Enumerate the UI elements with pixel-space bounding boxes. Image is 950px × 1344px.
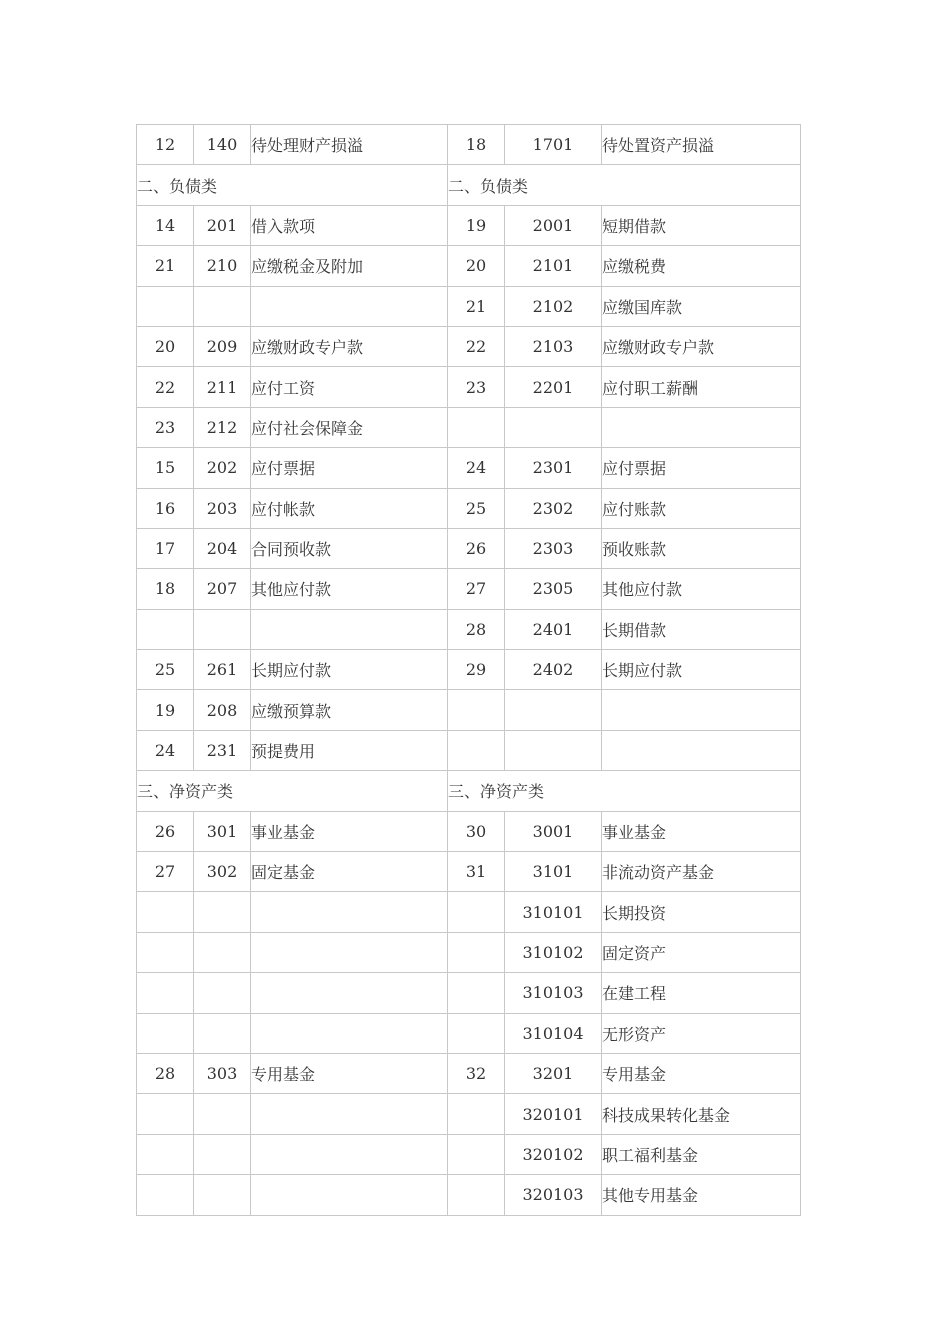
new-name-cell: 其他应付款	[602, 569, 801, 609]
table-row	[137, 852, 801, 892]
new-code-cell: 2301	[505, 448, 602, 488]
new-seq-cell: 32	[448, 1053, 505, 1093]
old-code-cell	[194, 609, 251, 649]
old-seq-cell: 12	[137, 125, 194, 165]
new-seq-cell: 27	[448, 569, 505, 609]
old-seq-cell	[137, 1134, 194, 1174]
table-row	[137, 1175, 801, 1215]
old-name-cell: 事业基金	[251, 811, 448, 851]
old-name-cell	[251, 1094, 448, 1134]
old-code-cell: 301	[194, 811, 251, 851]
new-name-cell: 在建工程	[602, 973, 801, 1013]
new-name-cell: 应缴财政专户款	[602, 326, 801, 366]
new-code-cell: 320102	[505, 1134, 602, 1174]
new-seq-cell	[448, 407, 505, 447]
new-code-cell: 2303	[505, 528, 602, 568]
new-code-cell	[505, 407, 602, 447]
account-mapping-table	[136, 124, 801, 1216]
old-seq-cell: 16	[137, 488, 194, 528]
new-code-cell	[505, 730, 602, 770]
old-seq-cell	[137, 932, 194, 972]
new-code-cell: 3101	[505, 852, 602, 892]
new-seq-cell: 29	[448, 650, 505, 690]
new-code-cell: 2402	[505, 650, 602, 690]
new-seq-cell: 25	[448, 488, 505, 528]
old-seq-cell: 21	[137, 246, 194, 286]
new-name-cell: 应缴国库款	[602, 286, 801, 326]
new-seq-cell	[448, 730, 505, 770]
new-seq-cell	[448, 1134, 505, 1174]
new-code-cell: 2001	[505, 205, 602, 245]
old-name-cell	[251, 932, 448, 972]
old-name-cell	[251, 1013, 448, 1053]
old-code-cell	[194, 1094, 251, 1134]
old-name-cell	[251, 892, 448, 932]
table-row	[137, 650, 801, 690]
new-name-cell: 应付职工薪酬	[602, 367, 801, 407]
old-seq-cell: 17	[137, 528, 194, 568]
table-row	[137, 286, 801, 326]
old-code-cell: 211	[194, 367, 251, 407]
new-seq-cell	[448, 1013, 505, 1053]
old-seq-cell: 22	[137, 367, 194, 407]
new-name-cell	[602, 690, 801, 730]
new-seq-cell	[448, 973, 505, 1013]
old-seq-cell	[137, 1094, 194, 1134]
new-code-cell: 3201	[505, 1053, 602, 1093]
old-code-cell: 207	[194, 569, 251, 609]
old-seq-cell: 23	[137, 407, 194, 447]
new-code-cell: 2101	[505, 246, 602, 286]
table-row	[137, 1134, 801, 1174]
table-row	[137, 205, 801, 245]
new-seq-cell	[448, 1175, 505, 1215]
old-seq-cell	[137, 1175, 194, 1215]
section-row	[137, 771, 801, 811]
new-seq-cell: 24	[448, 448, 505, 488]
old-seq-cell: 15	[137, 448, 194, 488]
old-code-cell	[194, 973, 251, 1013]
new-code-cell: 3001	[505, 811, 602, 851]
old-code-cell: 303	[194, 1053, 251, 1093]
old-name-cell: 应缴税金及附加	[251, 246, 448, 286]
old-name-cell: 应付票据	[251, 448, 448, 488]
new-name-cell: 长期应付款	[602, 650, 801, 690]
new-name-cell: 非流动资产基金	[602, 852, 801, 892]
new-seq-cell	[448, 932, 505, 972]
old-seq-cell	[137, 609, 194, 649]
new-code-cell: 2302	[505, 488, 602, 528]
new-seq-cell: 20	[448, 246, 505, 286]
new-code-cell: 2305	[505, 569, 602, 609]
new-name-cell: 应付票据	[602, 448, 801, 488]
table-row	[137, 488, 801, 528]
old-seq-cell	[137, 973, 194, 1013]
old-code-cell	[194, 892, 251, 932]
old-code-cell	[194, 932, 251, 972]
old-name-cell: 应缴预算款	[251, 690, 448, 730]
old-code-cell: 208	[194, 690, 251, 730]
old-name-cell: 应缴财政专户款	[251, 326, 448, 366]
table-row	[137, 1053, 801, 1093]
new-seq-cell: 21	[448, 286, 505, 326]
old-name-cell: 待处理财产损溢	[251, 125, 448, 165]
new-code-cell: 1701	[505, 125, 602, 165]
old-name-cell: 借入款项	[251, 205, 448, 245]
new-name-cell: 无形资产	[602, 1013, 801, 1053]
old-name-cell: 长期应付款	[251, 650, 448, 690]
old-name-cell: 专用基金	[251, 1053, 448, 1093]
new-seq-cell: 31	[448, 852, 505, 892]
old-name-cell: 应付帐款	[251, 488, 448, 528]
new-code-cell: 310103	[505, 973, 602, 1013]
old-seq-cell: 24	[137, 730, 194, 770]
old-code-cell: 302	[194, 852, 251, 892]
new-name-cell: 短期借款	[602, 205, 801, 245]
new-seq-cell	[448, 892, 505, 932]
old-name-cell: 合同预收款	[251, 528, 448, 568]
old-seq-cell: 20	[137, 326, 194, 366]
old-code-cell	[194, 1013, 251, 1053]
old-name-cell: 固定基金	[251, 852, 448, 892]
new-code-cell: 320103	[505, 1175, 602, 1215]
new-code-cell: 310101	[505, 892, 602, 932]
old-section-heading: 二、负债类	[137, 165, 448, 205]
new-code-cell: 2102	[505, 286, 602, 326]
new-section-heading: 三、净资产类	[448, 771, 801, 811]
new-name-cell: 应付账款	[602, 488, 801, 528]
new-seq-cell: 18	[448, 125, 505, 165]
old-name-cell: 应付社会保障金	[251, 407, 448, 447]
old-seq-cell: 14	[137, 205, 194, 245]
new-seq-cell: 22	[448, 326, 505, 366]
old-name-cell: 预提费用	[251, 730, 448, 770]
old-seq-cell: 25	[137, 650, 194, 690]
old-code-cell: 261	[194, 650, 251, 690]
old-name-cell	[251, 1175, 448, 1215]
old-seq-cell: 28	[137, 1053, 194, 1093]
table-row	[137, 892, 801, 932]
table-row	[137, 690, 801, 730]
new-seq-cell: 19	[448, 205, 505, 245]
table-body	[137, 125, 801, 1216]
new-name-cell: 事业基金	[602, 811, 801, 851]
old-code-cell	[194, 1175, 251, 1215]
new-name-cell: 职工福利基金	[602, 1134, 801, 1174]
old-seq-cell: 26	[137, 811, 194, 851]
new-seq-cell: 28	[448, 609, 505, 649]
table-row	[137, 407, 801, 447]
old-seq-cell	[137, 1013, 194, 1053]
old-code-cell: 202	[194, 448, 251, 488]
new-code-cell: 2201	[505, 367, 602, 407]
new-code-cell: 310104	[505, 1013, 602, 1053]
old-section-heading: 三、净资产类	[137, 771, 448, 811]
old-code-cell: 204	[194, 528, 251, 568]
new-code-cell: 2401	[505, 609, 602, 649]
old-code-cell: 210	[194, 246, 251, 286]
old-seq-cell	[137, 892, 194, 932]
old-code-cell: 201	[194, 205, 251, 245]
table-row	[137, 528, 801, 568]
old-name-cell	[251, 973, 448, 1013]
table-row	[137, 973, 801, 1013]
new-name-cell: 其他专用基金	[602, 1175, 801, 1215]
old-seq-cell: 27	[137, 852, 194, 892]
old-name-cell: 应付工资	[251, 367, 448, 407]
old-name-cell	[251, 1134, 448, 1174]
new-name-cell: 长期借款	[602, 609, 801, 649]
new-code-cell: 320101	[505, 1094, 602, 1134]
old-name-cell	[251, 609, 448, 649]
new-seq-cell: 23	[448, 367, 505, 407]
old-seq-cell: 19	[137, 690, 194, 730]
old-code-cell: 231	[194, 730, 251, 770]
table-row	[137, 125, 801, 165]
new-name-cell: 专用基金	[602, 1053, 801, 1093]
section-row	[137, 165, 801, 205]
old-name-cell	[251, 286, 448, 326]
table-row	[137, 448, 801, 488]
table-row	[137, 609, 801, 649]
new-name-cell: 长期投资	[602, 892, 801, 932]
new-name-cell: 科技成果转化基金	[602, 1094, 801, 1134]
new-name-cell: 预收账款	[602, 528, 801, 568]
new-seq-cell: 26	[448, 528, 505, 568]
table-row	[137, 246, 801, 286]
new-code-cell: 2103	[505, 326, 602, 366]
new-name-cell: 应缴税费	[602, 246, 801, 286]
old-seq-cell: 18	[137, 569, 194, 609]
old-code-cell: 209	[194, 326, 251, 366]
new-name-cell	[602, 407, 801, 447]
table-row	[137, 932, 801, 972]
old-code-cell: 140	[194, 125, 251, 165]
table-row	[137, 1094, 801, 1134]
new-seq-cell	[448, 1094, 505, 1134]
new-code-cell	[505, 690, 602, 730]
old-code-cell: 203	[194, 488, 251, 528]
table-row	[137, 811, 801, 851]
new-seq-cell: 30	[448, 811, 505, 851]
table-row	[137, 326, 801, 366]
new-code-cell: 310102	[505, 932, 602, 972]
table-row	[137, 730, 801, 770]
old-seq-cell	[137, 286, 194, 326]
table-row	[137, 569, 801, 609]
new-section-heading: 二、负债类	[448, 165, 801, 205]
old-code-cell	[194, 1134, 251, 1174]
table-row	[137, 1013, 801, 1053]
old-name-cell: 其他应付款	[251, 569, 448, 609]
new-name-cell: 固定资产	[602, 932, 801, 972]
old-code-cell: 212	[194, 407, 251, 447]
new-seq-cell	[448, 690, 505, 730]
new-name-cell	[602, 730, 801, 770]
new-name-cell: 待处置资产损溢	[602, 125, 801, 165]
old-code-cell	[194, 286, 251, 326]
table-row	[137, 367, 801, 407]
